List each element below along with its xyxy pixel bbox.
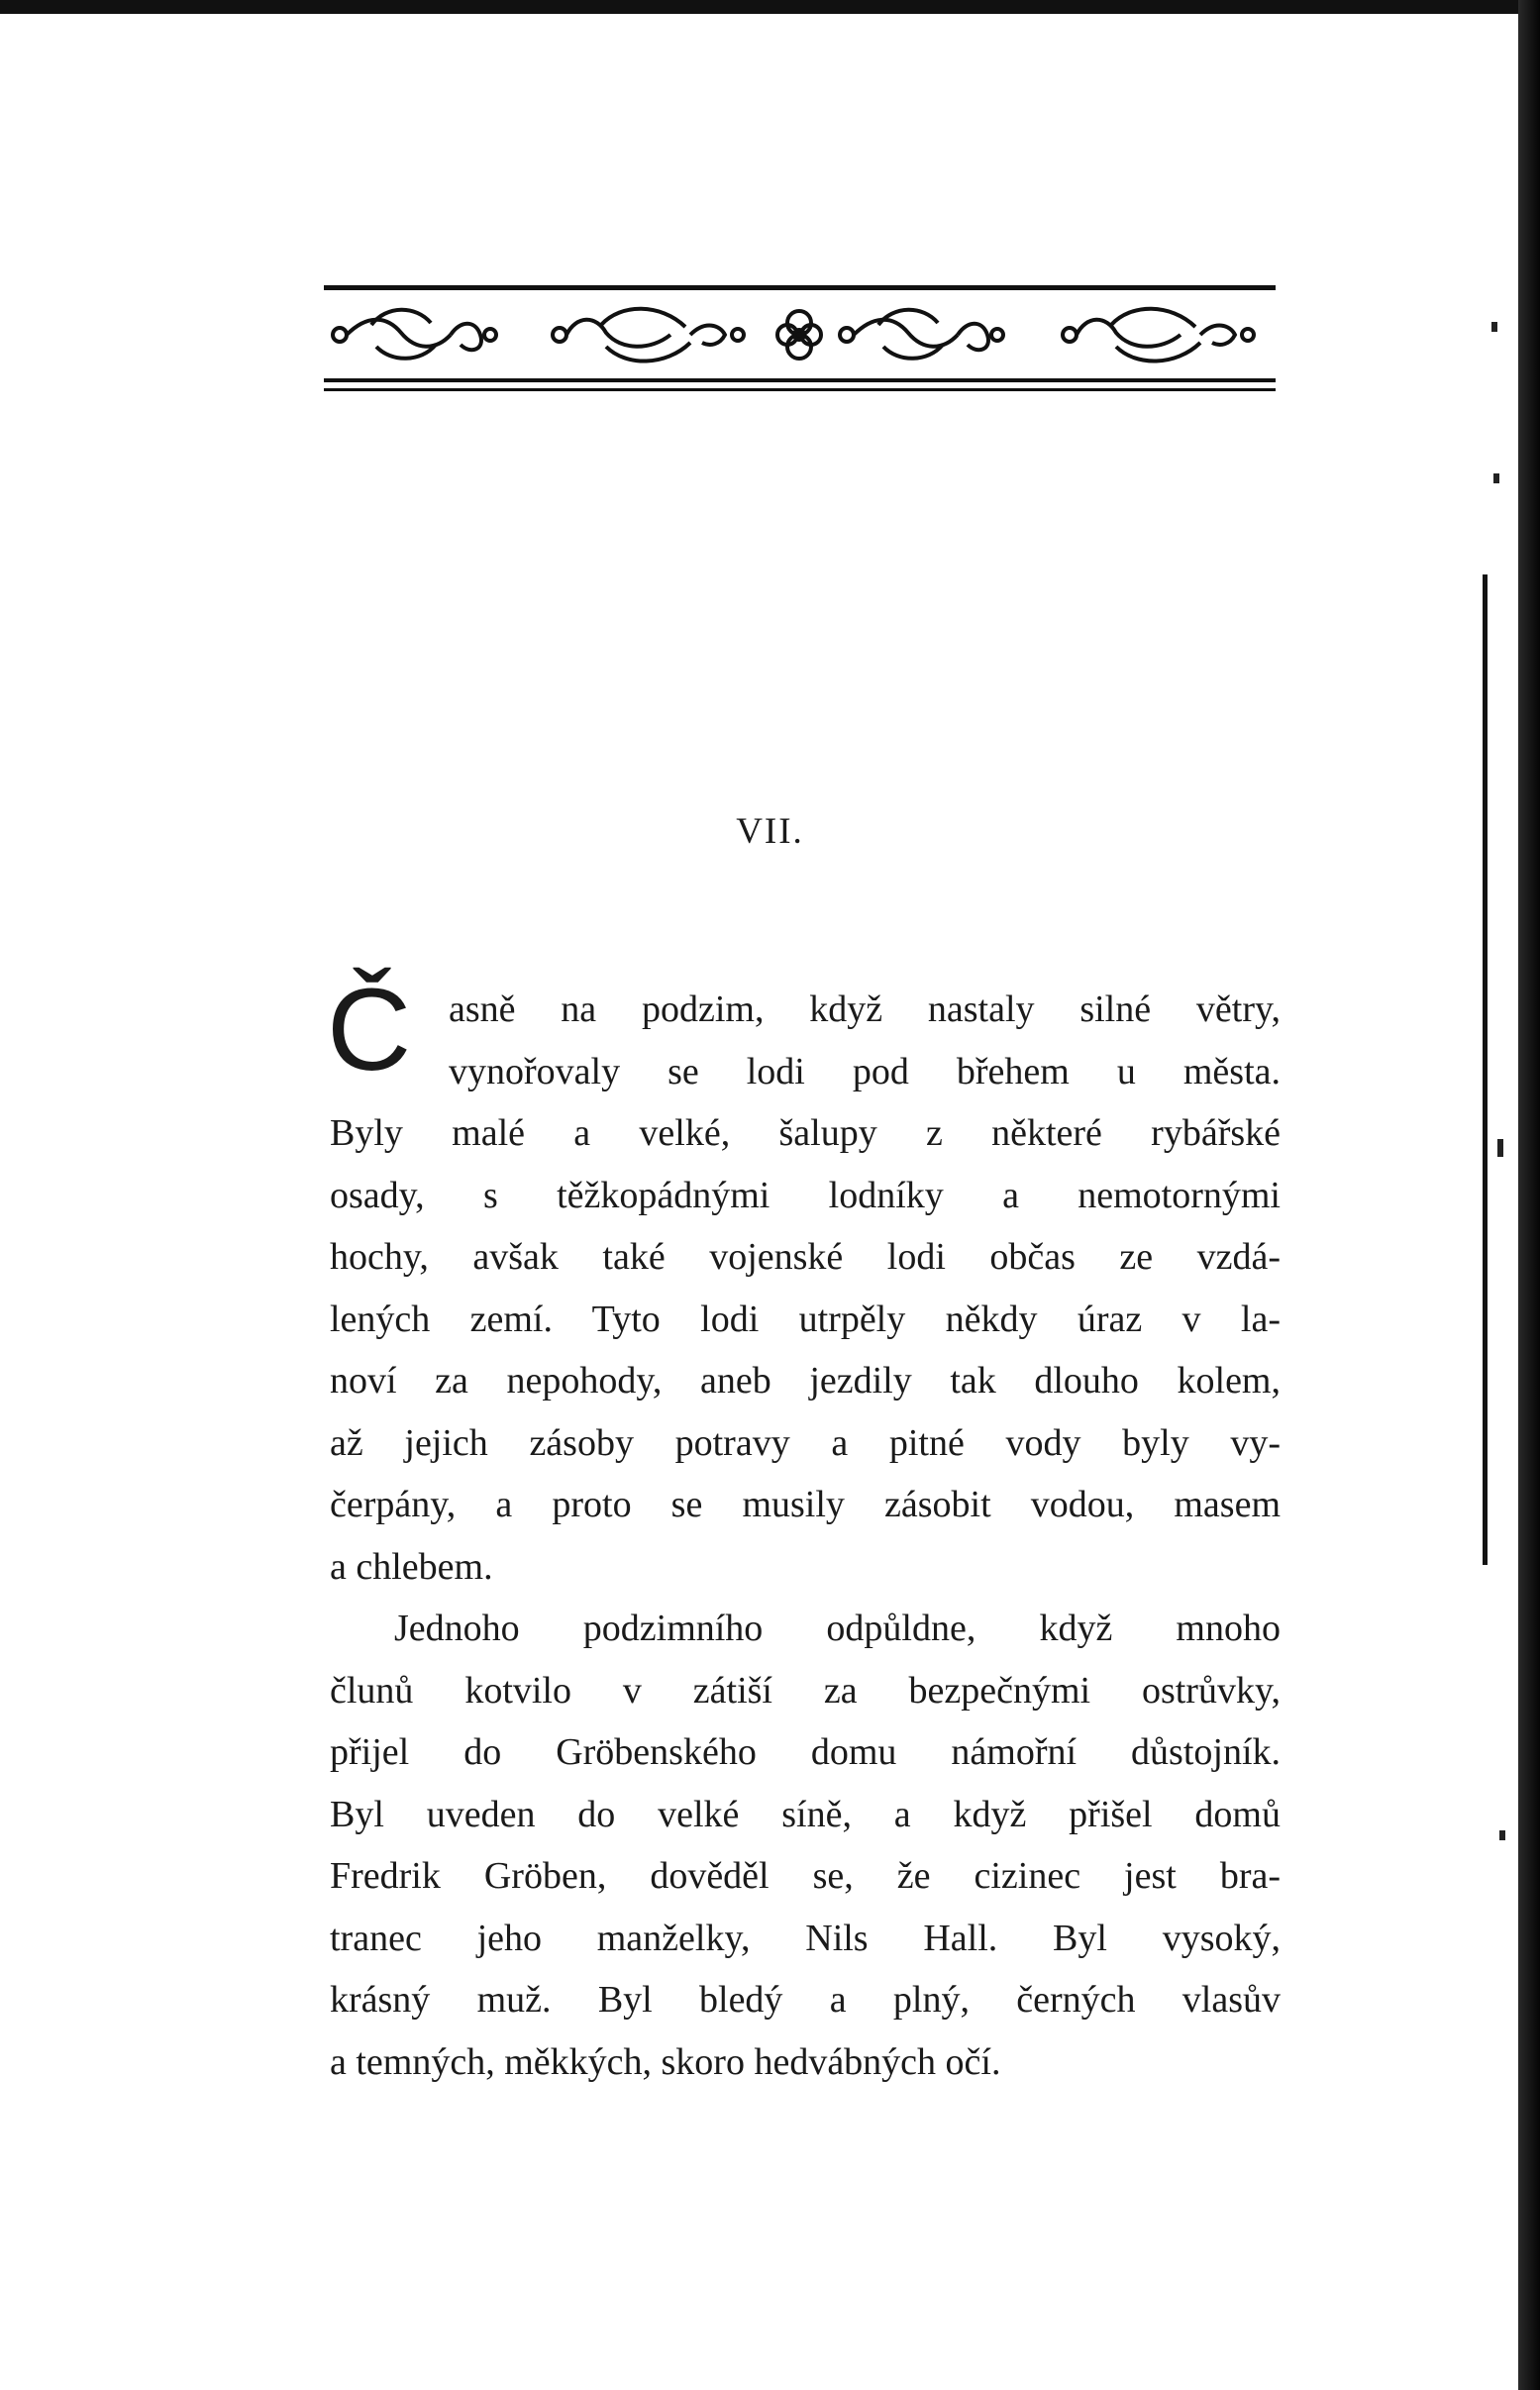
- page-binding-shadow: [1483, 574, 1488, 1565]
- text-line: člunů kotvilo v zátiší za bezpečnými ostrůvky,: [330, 1669, 1281, 1712]
- binding-mark: [1497, 1139, 1503, 1157]
- text-line: vynořovaly se lodi pod břehem u města.: [449, 1050, 1281, 1092]
- binding-mark: [1491, 322, 1497, 332]
- drop-cap: Č: [327, 965, 412, 1095]
- text-line: Jednoho podzimního odpůldne, když mnoho: [394, 1608, 1281, 1649]
- text-line: a chlebem.: [330, 1545, 493, 1588]
- ornamental-header-border: [324, 285, 1276, 402]
- binding-mark: [1499, 1830, 1505, 1840]
- text-line: tranec jeho manželky, Nils Hall. Byl vysoký,: [330, 1917, 1281, 1959]
- paragraph-2: [330, 1598, 1281, 2093]
- text-line: přijel do Gröbenského domu námořní důstojník.: [330, 1731, 1281, 1773]
- text-line: Byly malé a velké, šalupy z některé rybářské: [330, 1112, 1281, 1154]
- ornament-motif: [1063, 309, 1254, 362]
- text-line: osady, s těžkopádnými lodníky a nemotornými: [330, 1174, 1281, 1216]
- body-text: [327, 965, 1281, 2093]
- scan-border-top: [0, 0, 1540, 14]
- text-line: hochy, avšak také vojenské lodi občas ze vzdá-: [330, 1236, 1281, 1278]
- ornament-motif: [333, 310, 496, 359]
- text-line: krásný muž. Byl bledý a plný, černých vlasův: [330, 1979, 1281, 2021]
- ornament-motif: [553, 309, 744, 362]
- text-line: Byl uveden do velké síně, a když přišel domů: [330, 1793, 1281, 1835]
- text-line: čerpány, a proto se musily zásobit vodou, masem: [330, 1484, 1281, 1525]
- paragraph-1: [327, 965, 1281, 1598]
- chapter-number: VII.: [736, 811, 804, 852]
- text-line: lených zemí. Tyto lodi utrpěly někdy úraz v la-: [330, 1298, 1281, 1340]
- ornament-motif: [840, 310, 1003, 359]
- scan-border-right: [1518, 0, 1540, 2390]
- text-line: a temných, měkkých, skoro hedvábných očí.: [330, 2040, 1001, 2083]
- text-line: až jejich zásoby potravy a pitné vody byly vy-: [330, 1421, 1281, 1464]
- text-line: noví za nepohody, aneb jezdily tak dlouho kolem,: [330, 1360, 1281, 1402]
- text-line: Fredrik Gröben, dověděl se, že cizinec jest bra-: [330, 1855, 1281, 1897]
- binding-mark: [1493, 473, 1499, 483]
- text-line: asně na podzim, když nastaly silné větry,: [449, 988, 1281, 1030]
- ornament-center-flower: [777, 311, 821, 359]
